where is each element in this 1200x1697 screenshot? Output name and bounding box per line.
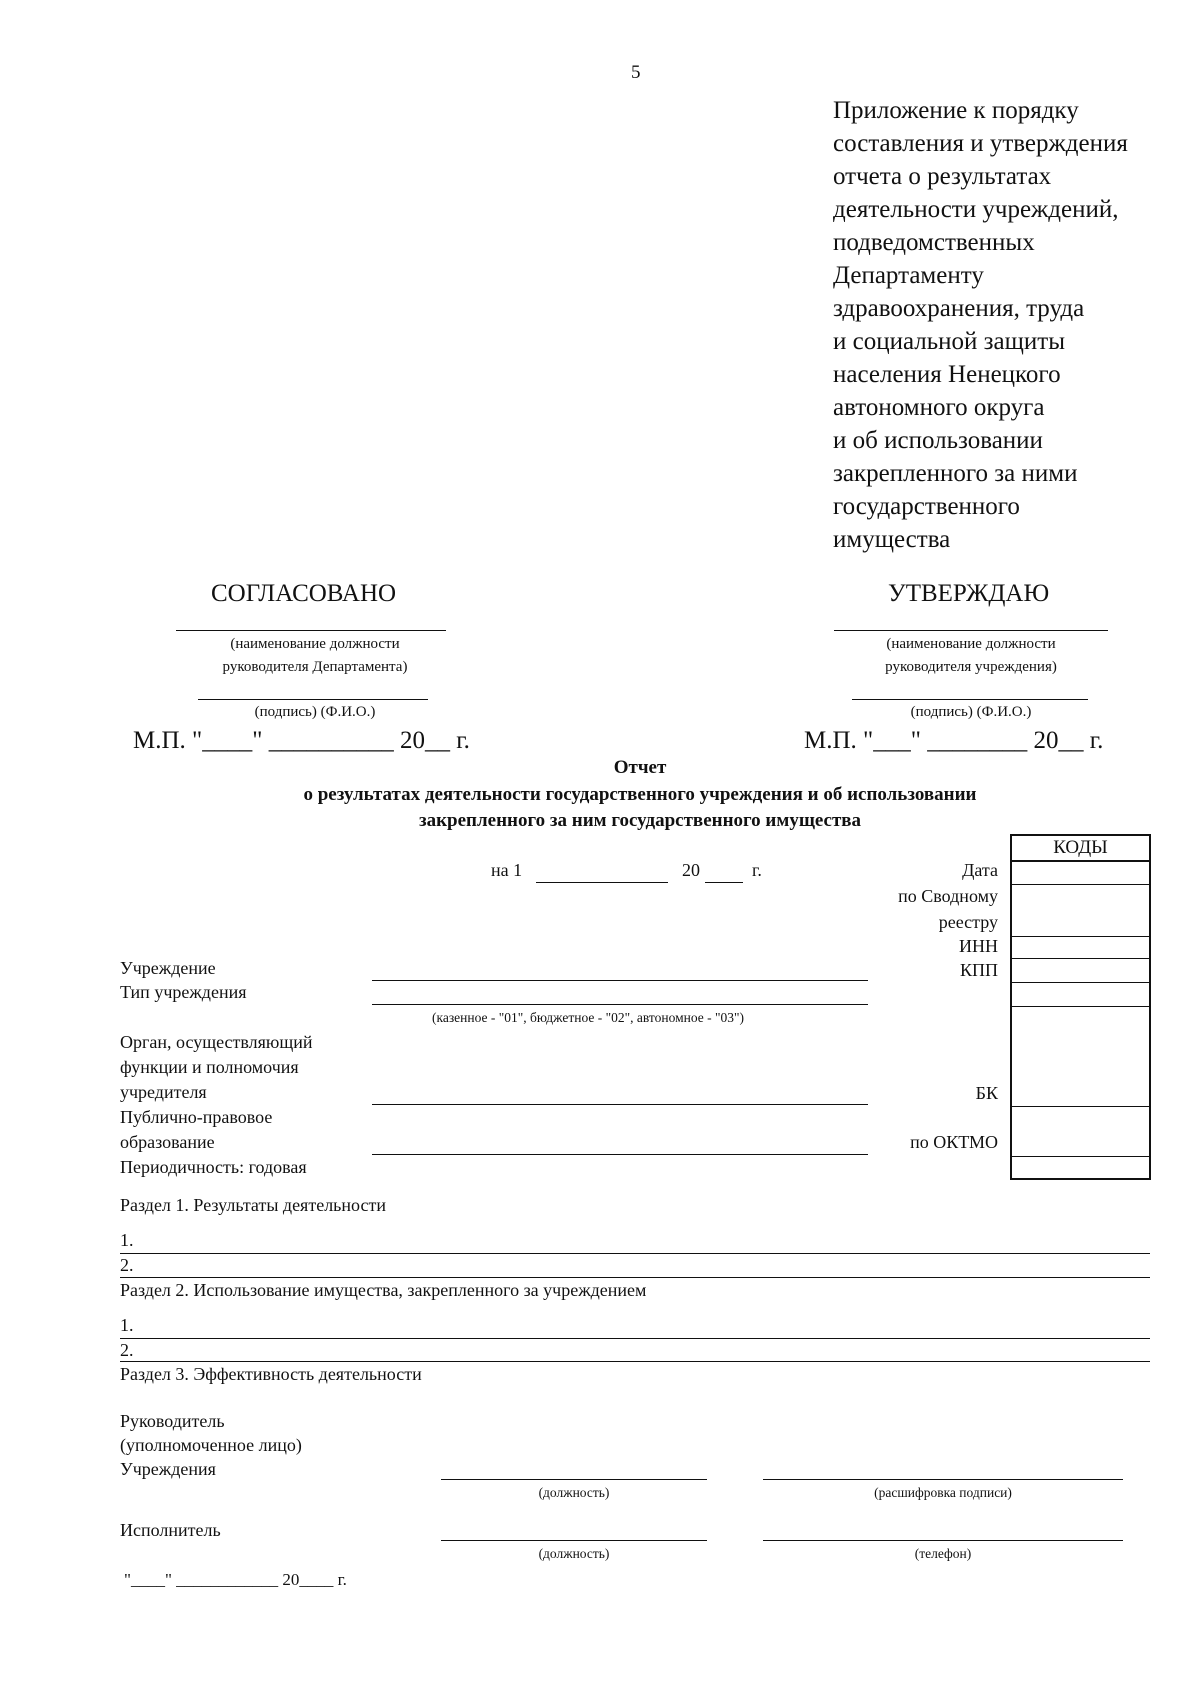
date-prefix: на 1 — [491, 860, 523, 880]
appendix-line: Приложение к порядку — [833, 97, 1079, 124]
code-label-bk: БК — [975, 1083, 998, 1103]
report-title: Отчет — [613, 757, 667, 778]
head-label: (уполномоченное лицо) — [120, 1435, 302, 1455]
section-1-title: Раздел 1. Результаты деятельности — [120, 1195, 386, 1215]
approve-title: УТВЕРЖДАЮ — [888, 580, 1050, 607]
appendix-line: и социальной защиты — [833, 328, 1066, 355]
founder-label: Орган, осуществляющий — [120, 1032, 313, 1052]
appendix-line: составления и утверждения — [833, 130, 1128, 157]
section-2-item: 1. — [120, 1315, 134, 1335]
appendix-line: имущества — [833, 526, 951, 553]
code-cell-type[interactable] — [1012, 1006, 1149, 1007]
executor-position-field[interactable] — [441, 1540, 707, 1541]
institution-label: Учреждение — [120, 958, 216, 978]
founder-label: учредителя — [120, 1082, 207, 1102]
position-line — [834, 630, 1108, 631]
report-subtitle: о результатах деятельности государственного учреждения и об использовании — [303, 784, 977, 805]
section-1-item: 2. — [120, 1255, 134, 1275]
code-cell-inn[interactable] — [1012, 958, 1149, 959]
section-1-item-line[interactable] — [120, 1253, 1150, 1254]
appendix-line: Департаменту — [833, 262, 984, 289]
institution-type-label: Тип учреждения — [120, 982, 247, 1002]
periodicity-label: Периодичность: годовая — [120, 1157, 307, 1177]
date-suffix: г. — [752, 860, 762, 880]
head-label: Руководитель — [120, 1411, 225, 1431]
position-caption: (наименование должности — [886, 636, 1056, 652]
institution-type-hint: (казенное - "01", бюджетное - "02", автономное - "03") — [432, 1010, 745, 1025]
section-2-item-line[interactable] — [120, 1361, 1150, 1362]
head-position-field[interactable] — [441, 1479, 707, 1480]
code-cell-bk[interactable] — [1012, 1106, 1149, 1107]
code-cell-kpp[interactable] — [1012, 982, 1149, 983]
date-line: "____" ____________ 20____ г. — [124, 1570, 347, 1589]
code-label-inn: ИНН — [959, 936, 998, 956]
appendix-line: закрепленного за ними — [833, 460, 1078, 487]
date-year-field[interactable] — [705, 882, 743, 883]
approved-title: СОГЛАСОВАНО — [211, 580, 397, 607]
report-subtitle: закрепленного за ним государственного имущества — [418, 810, 862, 831]
institution-field[interactable] — [372, 980, 868, 981]
appendix-line: здравоохранения, труда — [833, 295, 1085, 322]
code-cell-date[interactable] — [1012, 884, 1149, 885]
public-entity-label: образование — [120, 1132, 215, 1152]
code-label-registry: реестру — [938, 912, 998, 932]
public-entity-label: Публично-правовое — [120, 1107, 273, 1127]
code-label-oktmo: по ОКТМО — [910, 1132, 998, 1152]
date-day-month-field[interactable] — [536, 882, 668, 883]
appendix-line: и об использовании — [833, 427, 1043, 454]
appendix-line: подведомственных — [833, 229, 1035, 256]
signature-line — [852, 699, 1088, 700]
section-1-item: 1. — [120, 1230, 134, 1250]
position-line — [176, 630, 446, 631]
signature-line — [198, 699, 428, 700]
code-label-kpp: КПП — [959, 960, 998, 980]
section-2-item-line[interactable] — [120, 1338, 1150, 1339]
executor-label: Исполнитель — [120, 1520, 221, 1540]
phone-caption: (телефон) — [914, 1546, 972, 1561]
appendix-note — [833, 94, 1128, 556]
position-caption: руководителя учреждения) — [885, 659, 1057, 675]
executor-phone-field[interactable] — [763, 1540, 1123, 1541]
code-cell-registry[interactable] — [1012, 936, 1149, 937]
head-label: Учреждения — [120, 1459, 216, 1479]
appendix-line: населения Ненецкого — [833, 361, 1061, 388]
appendix-line: отчета о результатах — [833, 163, 1052, 190]
section-2-item: 2. — [120, 1340, 134, 1360]
appendix-line: деятельности учреждений, — [833, 196, 1119, 223]
position-caption: (должность) — [538, 1546, 610, 1561]
signature-caption: (подпись) (Ф.И.О.) — [910, 704, 1032, 720]
codes-header: КОДЫ — [1012, 836, 1149, 862]
section-3-title: Раздел 3. Эффективность деятельности — [120, 1364, 422, 1384]
stamp-date-line: М.П. "____" __________ 20__ г. — [133, 727, 470, 754]
codes-table — [1010, 834, 1151, 1180]
appendix-line: автономного округа — [833, 394, 1045, 421]
public-entity-field[interactable] — [372, 1154, 868, 1155]
signature-caption: (подпись) (Ф.И.О.) — [254, 704, 376, 720]
stamp-date-line: М.П. "___" ________ 20__ г. — [804, 727, 1104, 754]
code-label-date: Дата — [962, 860, 998, 880]
code-cell-oktmo[interactable] — [1012, 1156, 1149, 1157]
page-number: 5 — [631, 62, 641, 83]
appendix-line: государственного — [833, 493, 1020, 520]
date-year-prefix: 20 — [682, 860, 700, 880]
code-label-registry: по Сводному — [898, 886, 998, 906]
section-1-item-line[interactable] — [120, 1277, 1150, 1278]
section-2-title: Раздел 2. Использование имущества, закрепленного за учреждением — [120, 1280, 647, 1300]
position-caption: (наименование должности — [230, 636, 400, 652]
founder-label: функции и полномочия — [120, 1057, 299, 1077]
signature-decode-caption: (расшифровка подписи) — [874, 1485, 1012, 1500]
position-caption: (должность) — [538, 1485, 610, 1500]
position-caption: руководителя Департамента) — [222, 659, 408, 675]
founder-field[interactable] — [372, 1104, 868, 1105]
institution-type-field[interactable] — [372, 1004, 868, 1005]
head-signature-decode-field[interactable] — [763, 1479, 1123, 1480]
